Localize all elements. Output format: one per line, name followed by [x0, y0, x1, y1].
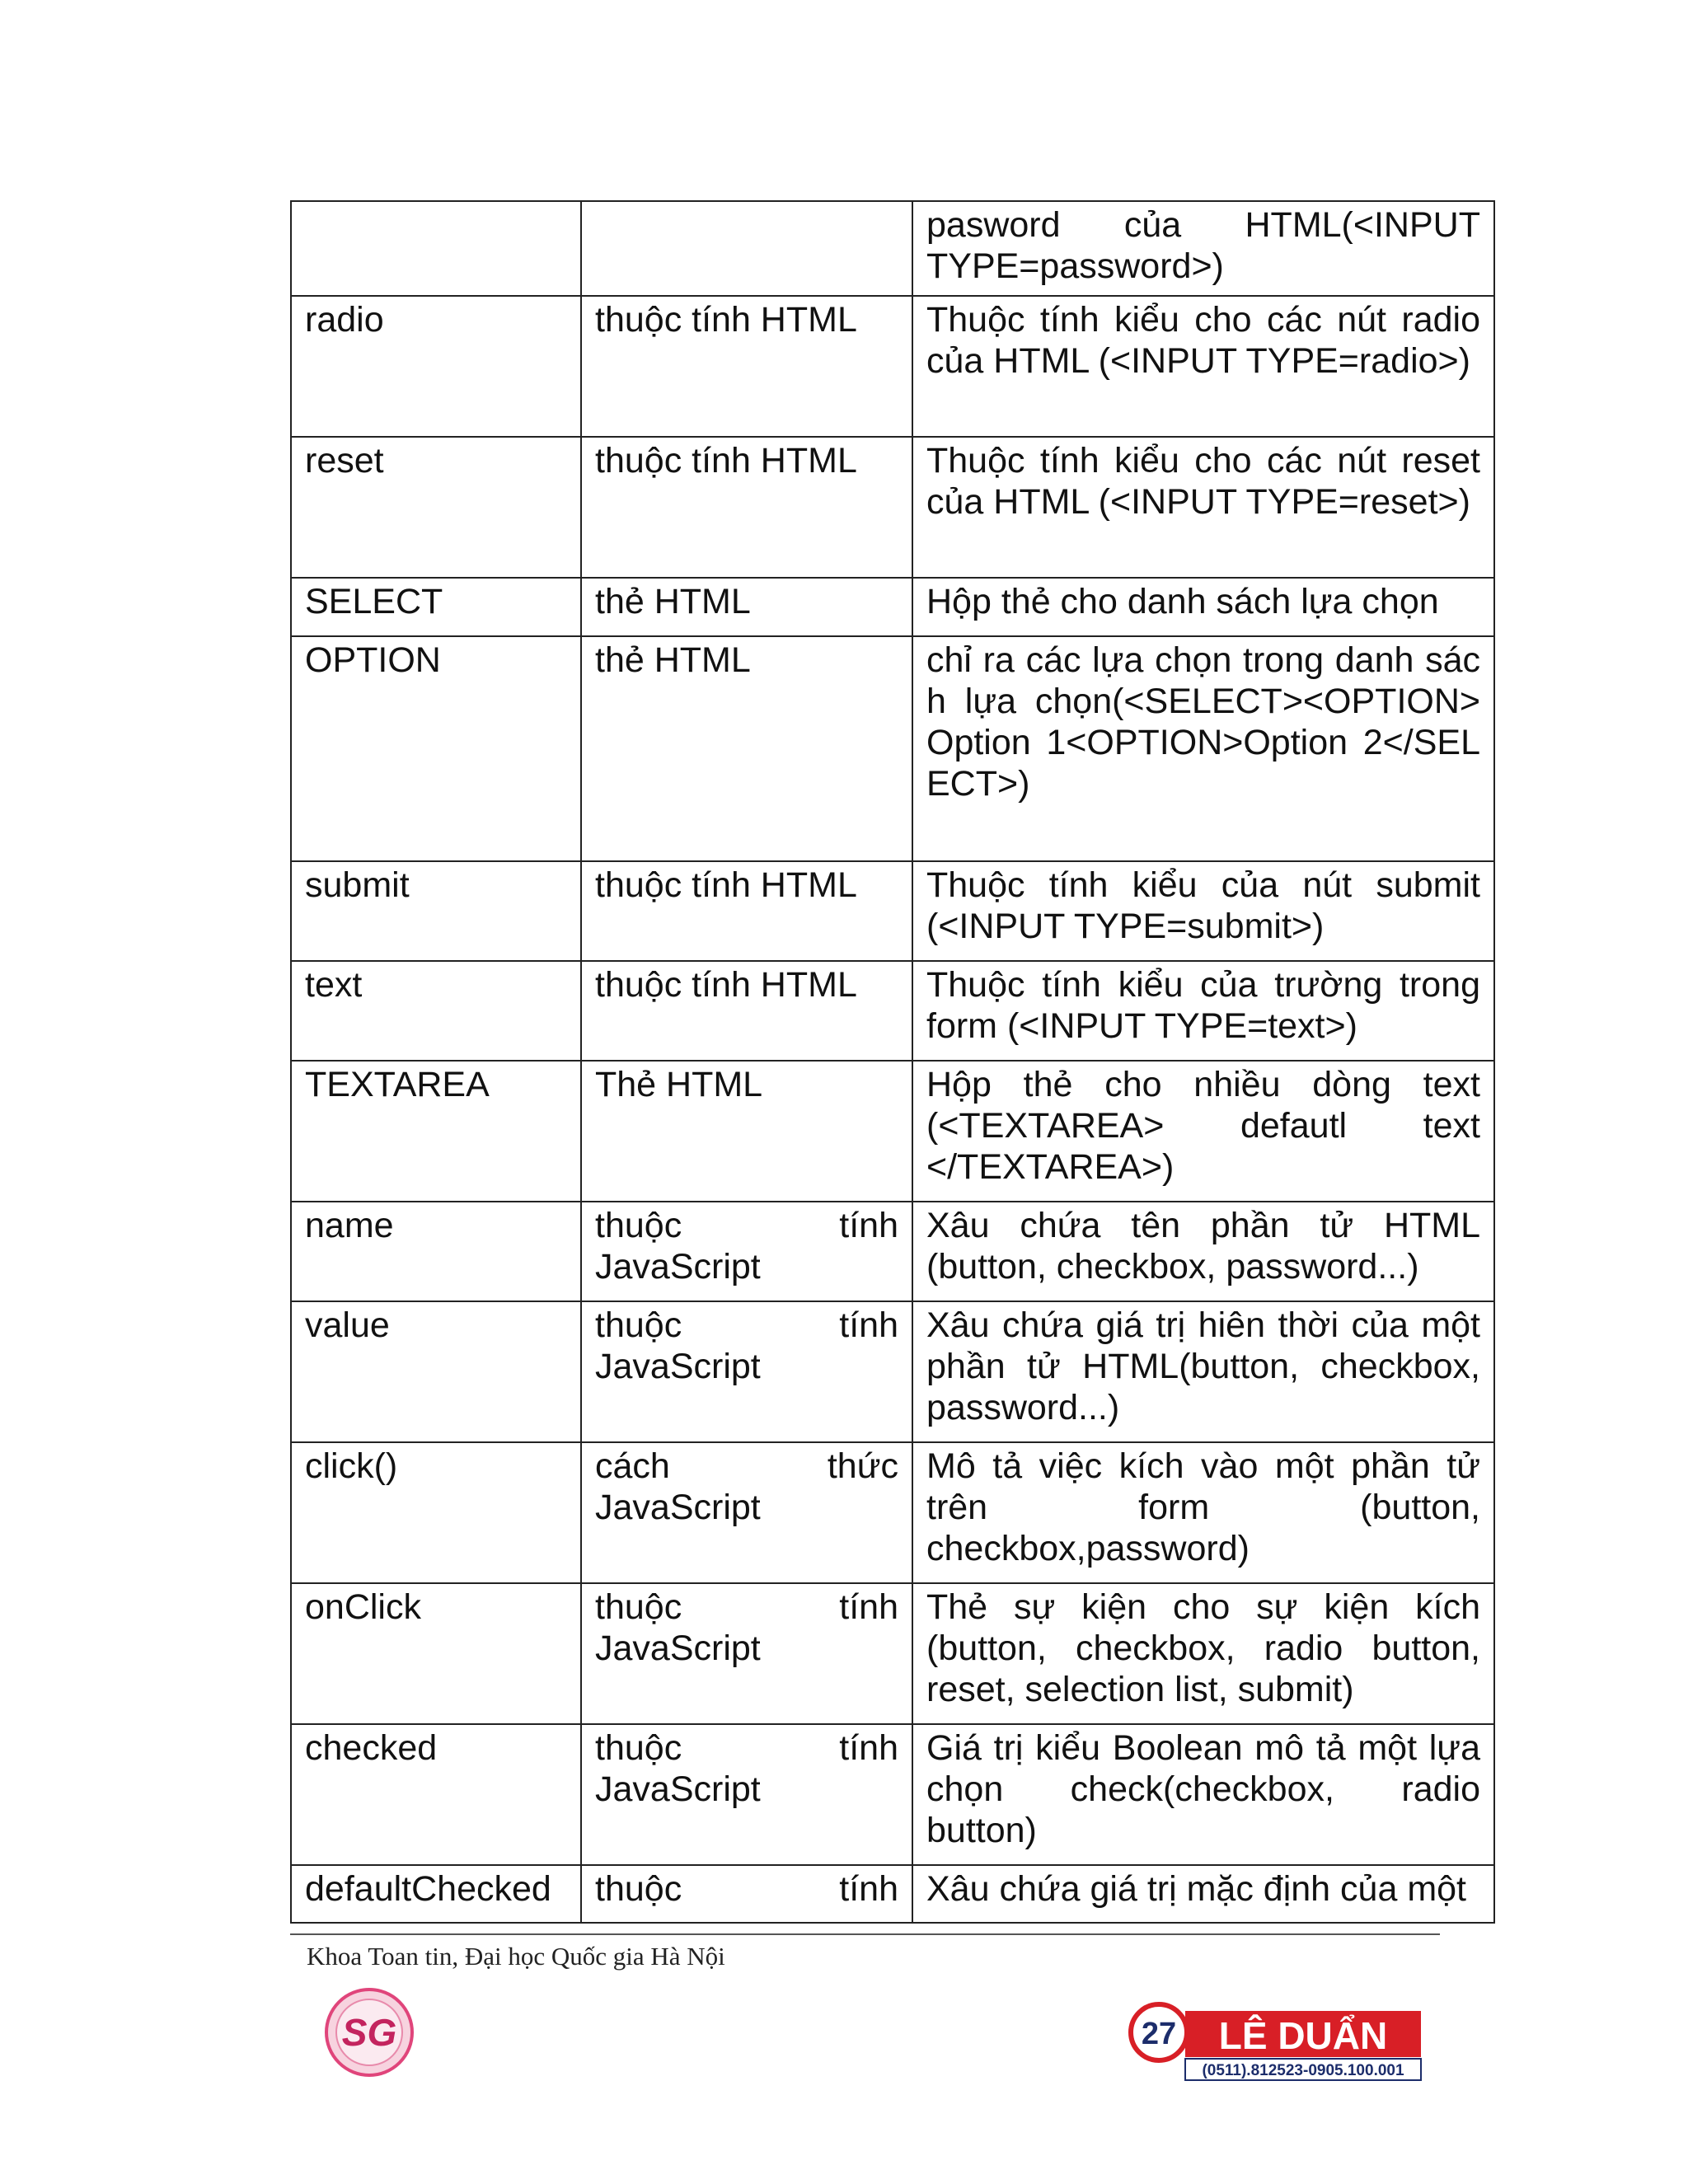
table-row — [291, 1301, 1494, 1442]
cell-description: Giá trị kiểu Boolean mô tả một lựa chọn check(checkbox, radio button) — [912, 1724, 1494, 1865]
cell-description: Thẻ sự kiện cho sự kiện kích (button, checkbox, radio button, reset, selection list, submit) — [912, 1583, 1494, 1724]
cell-name: reset — [291, 437, 581, 578]
table-row — [291, 437, 1494, 578]
sg-logo-icon — [323, 1986, 415, 2079]
le-duan-logo-icon — [1128, 2001, 1424, 2083]
cell-type: thuộc tính JavaScript — [581, 1583, 912, 1724]
cell-type: thuộc tính JavaScript — [581, 1202, 912, 1301]
cell-name: name — [291, 1202, 581, 1301]
cell-description: Hộp thẻ cho nhiều dòng text (<TEXTAREA> defautl text </TEXTAREA>) — [912, 1061, 1494, 1202]
cell-name: TEXTAREA — [291, 1061, 581, 1202]
cell-description: Mô tả việc kích vào một phần tử trên form (button, checkbox,password) — [912, 1442, 1494, 1583]
cell-description: chỉ ra các lựa chọn trong danh sách lựa chọn(<SELECT><OPTION>Option 1<OPTION>Option 2</SELECT>) — [912, 636, 1494, 861]
cell-type: thuộc tính HTML — [581, 861, 912, 961]
table-row — [291, 1583, 1494, 1724]
cell-type: thẻ HTML — [581, 636, 912, 861]
cell-type: thuộc tính JavaScript — [581, 1724, 912, 1865]
sg-logo-text: SG — [341, 2011, 397, 2054]
table-row — [291, 578, 1494, 636]
table-row — [291, 1724, 1494, 1865]
cell-name: checked — [291, 1724, 581, 1865]
attribute-table — [290, 200, 1495, 1924]
cell-description: Thuộc tính kiểu cho các nút radio của HTML (<INPUT TYPE=radio>) — [912, 296, 1494, 437]
cell-type: thuộc tính JavaScript — [581, 1301, 912, 1442]
table-row — [291, 296, 1494, 437]
cell-type: thuộc tính HTML — [581, 961, 912, 1061]
cell-description: Thuộc tính kiểu của trường trong form (<INPUT TYPE=text>) — [912, 961, 1494, 1061]
table-row — [291, 861, 1494, 961]
cell-type — [581, 201, 912, 296]
le-duan-number: 27 — [1141, 2017, 1177, 2051]
cell-type: thuộc tính HTML — [581, 437, 912, 578]
cell-description: Thuộc tính kiểu cho các nút reset của HTML (<INPUT TYPE=reset>) — [912, 437, 1494, 578]
table-row — [291, 201, 1494, 296]
cell-name: OPTION — [291, 636, 581, 861]
cell-description: Xâu chứa tên phần tử HTML (button, checkbox, password...) — [912, 1202, 1494, 1301]
cell-name: click() — [291, 1442, 581, 1583]
cell-name — [291, 201, 581, 296]
le-duan-logo — [1128, 2001, 1424, 2083]
cell-description: Hộp thẻ cho danh sách lựa chọn — [912, 578, 1494, 636]
table-row — [291, 636, 1494, 861]
cell-name: submit — [291, 861, 581, 961]
table-row — [291, 1202, 1494, 1301]
cell-name: SELECT — [291, 578, 581, 636]
table-row — [291, 1865, 1494, 1923]
le-duan-phone: (0511).812523-0905.100.001 — [1202, 2062, 1404, 2079]
sg-logo — [323, 1986, 415, 2079]
table-row — [291, 1442, 1494, 1583]
cell-description: Xâu chứa giá trị hiên thời của một phần tử HTML(button, checkbox, password...) — [912, 1301, 1494, 1442]
cell-type: Thẻ HTML — [581, 1061, 912, 1202]
cell-name: defaultChecked — [291, 1865, 581, 1923]
table-row — [291, 961, 1494, 1061]
footer-rule — [290, 1933, 1440, 1935]
cell-description: Thuộc tính kiểu của nút submit (<INPUT TYPE=submit>) — [912, 861, 1494, 961]
cell-name: value — [291, 1301, 581, 1442]
cell-name: text — [291, 961, 581, 1061]
footer-text: Khoa Toan tin, Đại học Quốc gia Hà Nội — [307, 1942, 725, 1971]
cell-type: thẻ HTML — [581, 578, 912, 636]
cell-description: pasword của HTML(<INPUT TYPE=password>) — [912, 201, 1494, 296]
table-row — [291, 1061, 1494, 1202]
cell-type: thuộc tính — [581, 1865, 912, 1923]
le-duan-name: LÊ DUẨN — [1218, 2014, 1388, 2057]
cell-name: onClick — [291, 1583, 581, 1724]
cell-type: thuộc tính HTML — [581, 296, 912, 437]
cell-description: Xâu chứa giá trị mặc định của một — [912, 1865, 1494, 1923]
cell-name: radio — [291, 296, 581, 437]
cell-type: cách thức JavaScript — [581, 1442, 912, 1583]
